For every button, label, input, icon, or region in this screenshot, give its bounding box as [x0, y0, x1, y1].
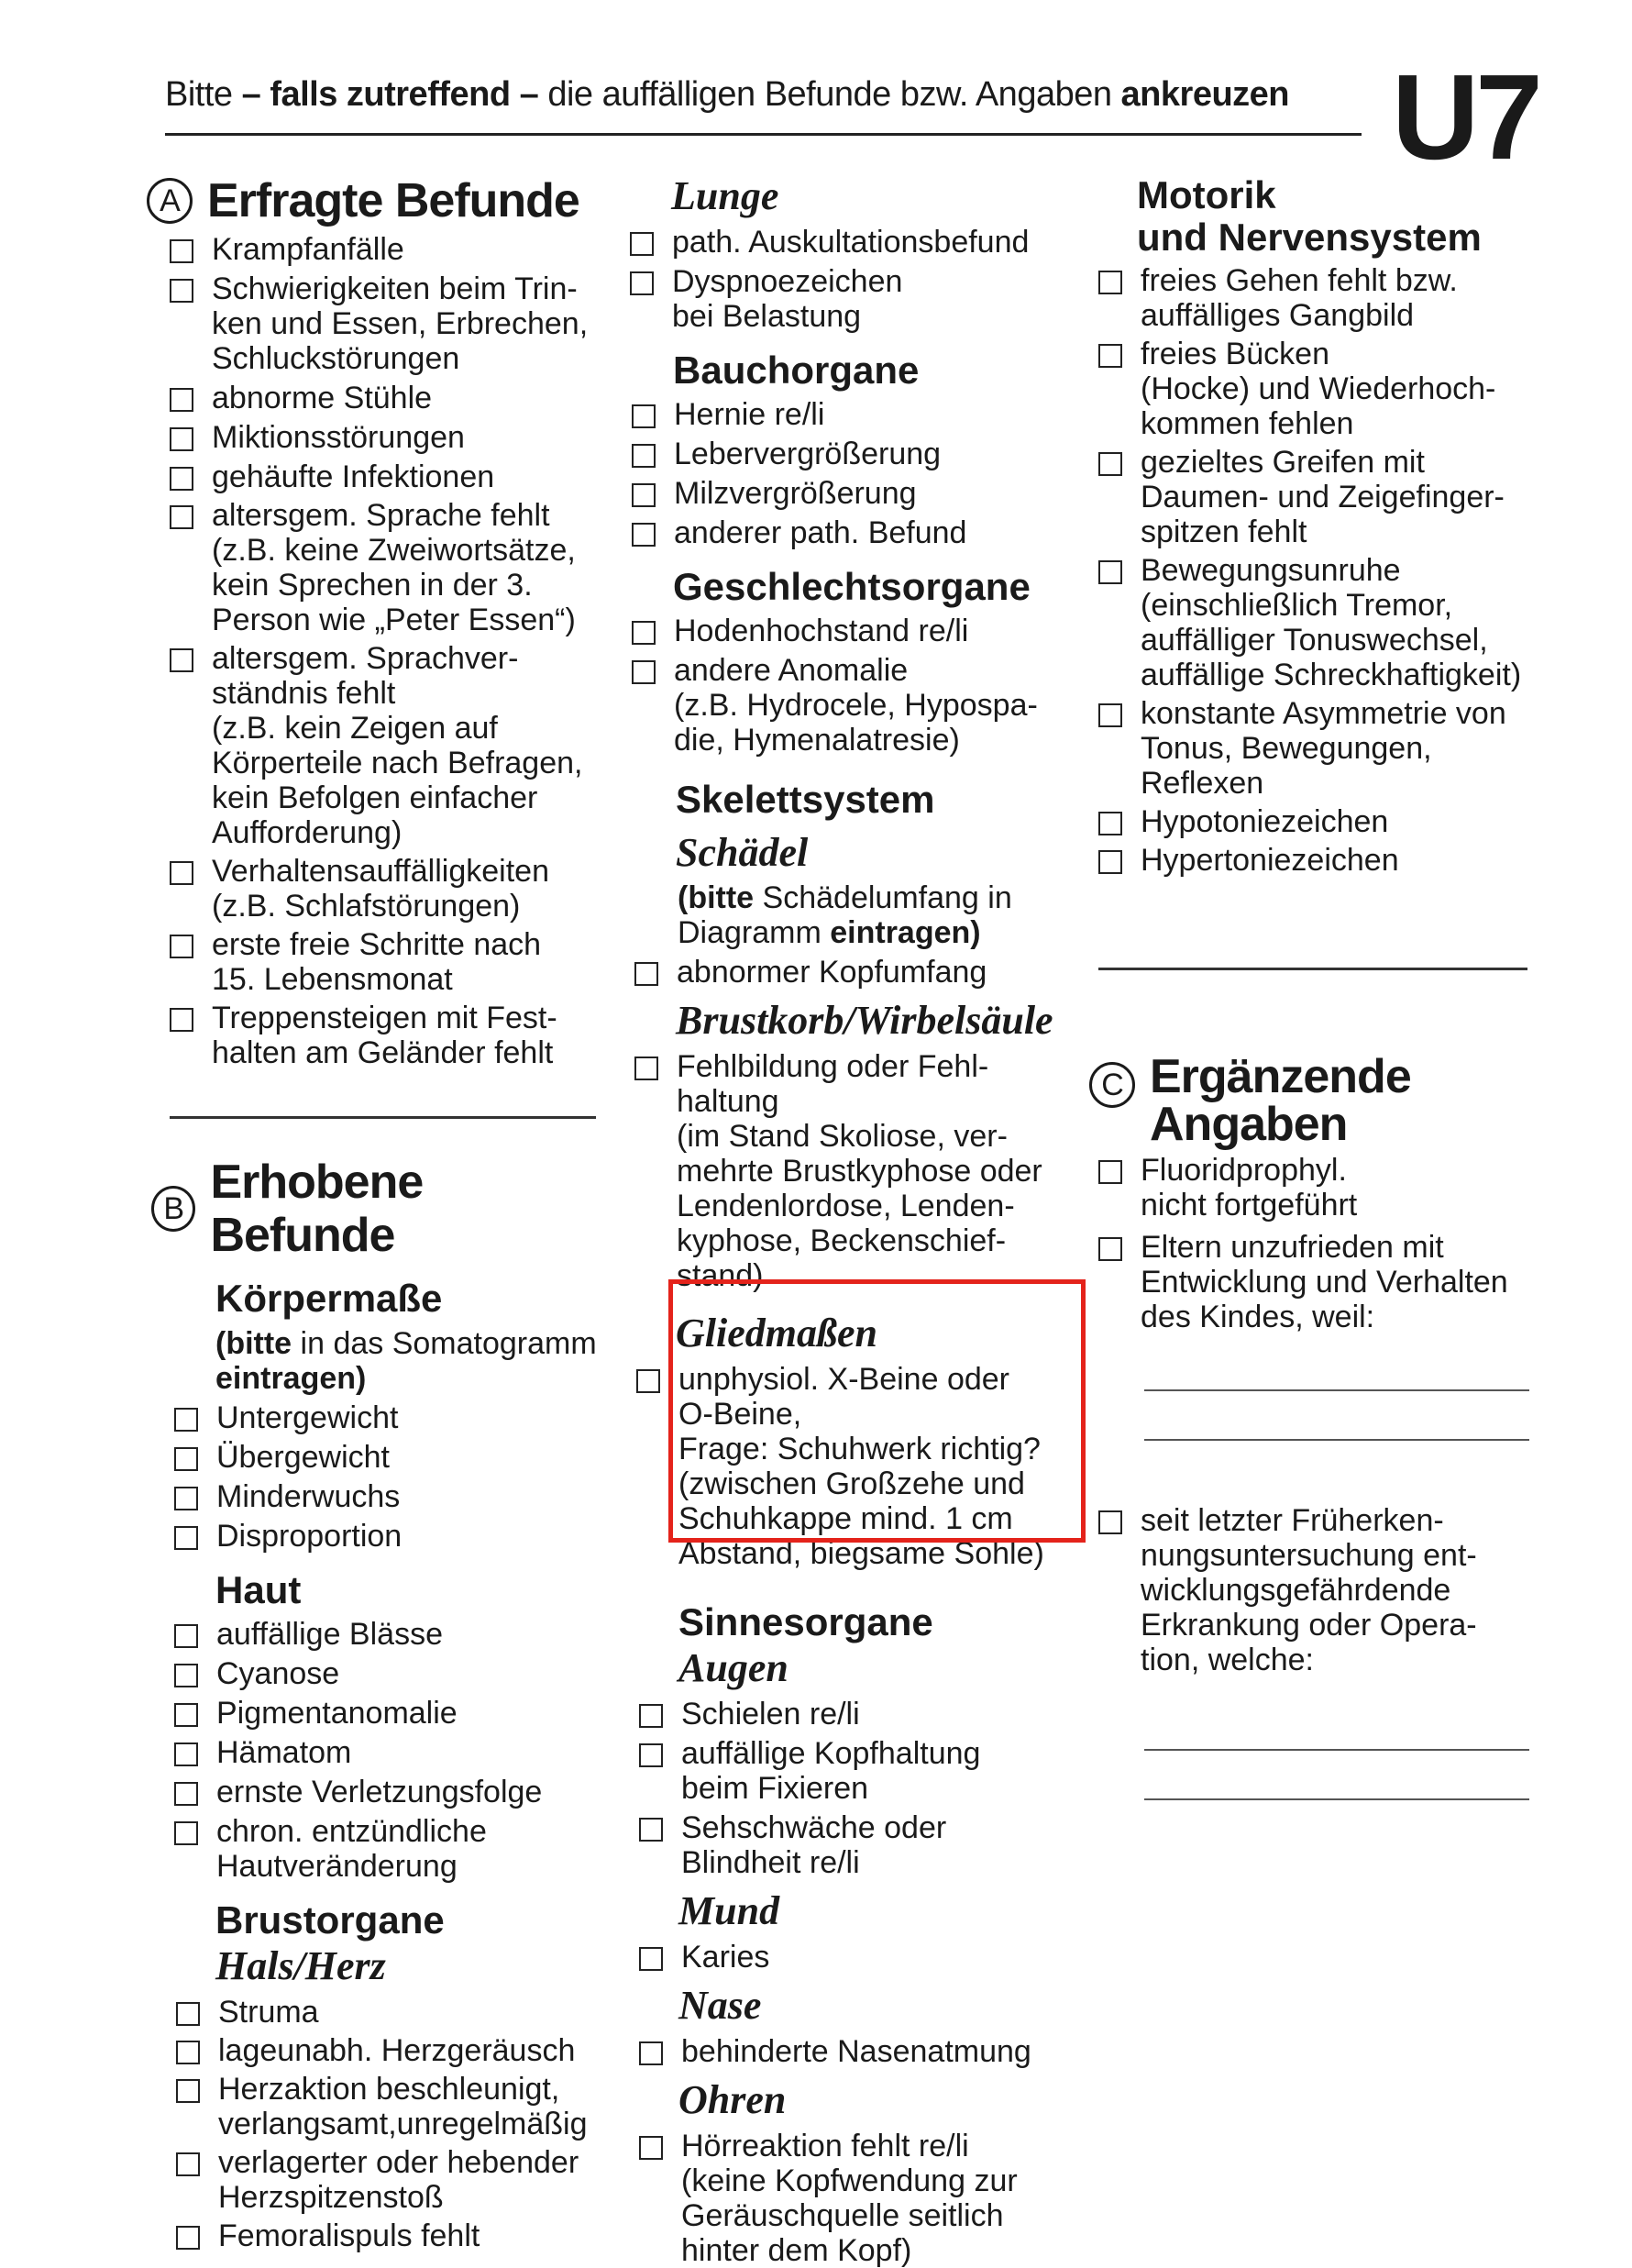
checkbox[interactable] [170, 648, 193, 672]
augen-heading: Augen [678, 1645, 788, 1690]
schaedel-list [625, 955, 1084, 990]
checklist-item [170, 420, 605, 455]
checklist-item-label: anderer path. Befund [674, 515, 967, 550]
motorik-list [1089, 263, 1529, 878]
checkbox[interactable] [632, 483, 656, 507]
note-bold: eintragen) [215, 1361, 367, 1396]
section-b-heading [151, 1156, 605, 1262]
checklist-item-label: Dyspnoezeichen bei Belastung [672, 264, 903, 334]
instruction-dash: – [241, 75, 270, 114]
checklist-item-label: Hypertoniezeichen [1141, 843, 1399, 878]
answer-line[interactable] [1144, 1439, 1529, 1441]
section-letter: B [151, 1186, 195, 1232]
checklist-item [639, 2129, 1084, 2268]
checklist-item-label: Sehschwäche oder Blindheit re/li [681, 1810, 947, 1880]
checkbox[interactable] [170, 388, 193, 412]
checkbox[interactable] [176, 2152, 200, 2176]
checklist-item-label: abnorme Stühle [212, 381, 433, 415]
checklist-item-label: Struma [218, 1995, 319, 2030]
koerpermasse-list [147, 1400, 605, 1554]
checklist-item-label: Minderwuchs [216, 1479, 401, 1514]
checklist-item [174, 1400, 605, 1435]
checkbox[interactable] [174, 1742, 198, 1766]
geschlechtsorgane-heading: Geschlechtsorgane [673, 565, 1031, 608]
checklist-item [1098, 804, 1529, 839]
checklist-item [630, 225, 1084, 260]
checklist-item [170, 232, 605, 267]
checklist-item [630, 264, 1084, 334]
column-middle [625, 172, 1084, 2268]
section-a-list [147, 232, 605, 1070]
checklist-item-label: chron. entzündliche Hautveränderung [216, 1814, 487, 1884]
header-rule [165, 133, 1362, 136]
brustkorb-list [625, 1049, 1084, 1293]
section-a-heading [147, 174, 605, 227]
checklist-item [176, 2033, 605, 2068]
instruction-bold: ankreuzen [1120, 75, 1290, 114]
checklist-item [1098, 445, 1529, 549]
checklist-item-label: Milzvergrößerung [674, 476, 917, 511]
checkbox[interactable] [639, 1743, 663, 1767]
sinnesorgane-heading: Sinnesorgane [678, 1600, 933, 1643]
checklist-item [634, 955, 1084, 990]
instruction-text: die auffälligen Befunde bzw. Angaben [538, 75, 1121, 114]
checklist-item [639, 2034, 1084, 2069]
section-title: Erhobene Befunde [210, 1156, 424, 1262]
checkbox[interactable] [174, 1703, 198, 1727]
note-text: Diagramm [678, 915, 831, 950]
gliedmassen-highlight-box [668, 1279, 1086, 1543]
checklist-item [176, 2218, 605, 2253]
brustkorb-heading: Brustkorb/Wirbelsäule [676, 998, 1053, 1043]
section-title: Ergänzende Angaben [1150, 1050, 1411, 1151]
geschlechtsorgane-list [625, 614, 1084, 758]
checklist-item [1098, 553, 1529, 692]
checklist-item [639, 1736, 1084, 1806]
checklist-item-label: Verhaltensauffälligkeiten (z.B. Schlafstörungen) [212, 854, 549, 924]
hals-herz-list [147, 1995, 605, 2253]
checkbox[interactable] [1098, 344, 1122, 368]
checkbox[interactable] [636, 1369, 660, 1393]
bauchorgane-heading: Bauchorgane [673, 348, 920, 392]
form-id: U7 [1392, 50, 1539, 184]
checklist-item-label: auffällige Kopfhaltung beim Fixieren [681, 1736, 981, 1806]
haut-list [147, 1617, 605, 1884]
checklist-item [170, 381, 605, 415]
note-bold: eintragen) [830, 915, 981, 950]
checkbox[interactable] [174, 1782, 198, 1806]
checklist-item-label: Disproportion [216, 1519, 402, 1554]
checkbox[interactable] [170, 935, 193, 958]
checklist-item-label: Herzaktion beschleunigt, verlangsamt,unregelmäßig [218, 2072, 588, 2141]
checkbox[interactable] [176, 2226, 200, 2250]
checklist-item [632, 614, 1084, 648]
brustorgane-heading: Brustorgane [215, 1898, 445, 1942]
checklist-item [639, 1697, 1084, 1731]
checkbox[interactable] [632, 621, 656, 645]
section-letter: C [1089, 1062, 1135, 1108]
checkbox[interactable] [174, 1487, 198, 1510]
checklist-item [1098, 696, 1529, 801]
checklist-item-label: unphysiol. X-Beine oder O-Beine, Frage: Schuhwerk richtig? (zwischen Großzehe und Schuhkappe mind. 1 cm Abstand, biegsame Sohle) [678, 1362, 1044, 1571]
checklist-item [1098, 1153, 1529, 1223]
checklist-item [170, 927, 605, 997]
checklist-item [1098, 263, 1529, 333]
checklist-item [174, 1519, 605, 1554]
checkbox[interactable] [639, 2136, 663, 2160]
checklist-item-label: Cyanose [216, 1656, 340, 1691]
checklist-item [1098, 337, 1529, 441]
checklist-item-label: abnormer Kopfumfang [677, 955, 987, 990]
checkbox[interactable] [1098, 703, 1122, 727]
schaedel-note [678, 880, 1084, 950]
answer-line[interactable] [1144, 1798, 1529, 1800]
checkbox[interactable] [632, 444, 656, 468]
nase-heading: Nase [678, 1983, 762, 2028]
checklist-item-label: freies Gehen fehlt bzw. auffälliges Gangbild [1141, 263, 1458, 333]
note-bold: (bitte [678, 880, 755, 915]
checkbox[interactable] [176, 2041, 200, 2064]
checklist-item [174, 1775, 605, 1809]
checkbox[interactable] [1098, 812, 1122, 835]
checklist-item-label: gezieltes Greifen mit Daumen- und Zeigefinger- spitzen fehlt [1141, 445, 1505, 549]
instruction-dash: – [510, 75, 539, 114]
checklist-item [634, 1049, 1084, 1293]
checkbox[interactable] [174, 1447, 198, 1471]
checklist-item-label: Fluoridprophyl. nicht fortgeführt [1141, 1153, 1358, 1223]
lunge-heading: Lunge [671, 173, 779, 218]
checkbox[interactable] [634, 962, 658, 986]
checklist-item-label: auffällige Blässe [216, 1617, 443, 1652]
instruction-text: Bitte [165, 75, 242, 114]
checkbox[interactable] [1098, 1160, 1122, 1184]
checkbox[interactable] [1098, 1510, 1122, 1534]
koerpermasse-note [215, 1326, 605, 1396]
checklist-item [639, 1810, 1084, 1880]
form-instruction [165, 75, 1289, 115]
augen-list [625, 1697, 1084, 1880]
checklist-item-label: Hypotoniezeichen [1141, 804, 1389, 839]
koerpermasse-heading: Körpermaße [215, 1277, 443, 1320]
checklist-item [176, 1995, 605, 2030]
ohren-heading: Ohren [678, 2077, 787, 2122]
checklist-item-label: Hämatom [216, 1735, 352, 1770]
divider [170, 1116, 596, 1119]
mund-list [625, 1940, 1084, 1975]
checklist-item-label: Schielen re/li [681, 1697, 860, 1731]
checklist-item-label: freies Bücken (Hocke) und Wiederhoch- kommen fehlen [1141, 337, 1496, 441]
note-bold: (bitte [215, 1326, 292, 1361]
checklist-item [632, 653, 1084, 758]
checkbox[interactable] [170, 427, 193, 451]
checklist-item [632, 397, 1084, 432]
checklist-item-label: Lebervergrößerung [674, 437, 942, 471]
checklist-item-label: seit letzter Früherken- nungsuntersuchung ent- wicklungsgefährdende Erkrankung oder Opera- tion, welche: [1141, 1503, 1477, 1677]
checkbox[interactable] [1098, 850, 1122, 874]
answer-line[interactable] [1144, 1749, 1529, 1751]
checklist-item [174, 1479, 605, 1514]
checklist-item-label: Pigmentanomalie [216, 1696, 458, 1731]
checkbox[interactable] [1098, 452, 1122, 476]
checklist-item [176, 2072, 605, 2141]
checklist-item-label: Karies [681, 1940, 770, 1975]
section-c-list [1089, 1153, 1529, 1334]
checklist-item-label: Übergewicht [216, 1440, 390, 1475]
checklist-item-label: Hodenhochstand re/li [674, 614, 969, 648]
checklist-item-label: Treppensteigen mit Fest- halten am Geländer fehlt [212, 1001, 557, 1070]
checkbox[interactable] [170, 467, 193, 491]
checkbox[interactable] [174, 1408, 198, 1432]
checklist-item [1098, 843, 1529, 878]
checklist-item [639, 1940, 1084, 1975]
checkbox[interactable] [639, 2041, 663, 2065]
checklist-item [174, 1696, 605, 1731]
note-text: Schädelumfang in [754, 880, 1012, 915]
section-c-list [1089, 1503, 1529, 1677]
checkbox[interactable] [1098, 560, 1122, 584]
checklist-item-label: altersgem. Sprache fehlt (z.B. keine Zweiwortsätze, kein Sprechen in der 3. Person wie „Peter Essen“) [212, 498, 576, 637]
checklist-item [632, 515, 1084, 550]
checklist-item-label: Hernie re/li [674, 397, 825, 432]
checklist-item [170, 1001, 605, 1070]
checklist-item-label: Untergewicht [216, 1400, 399, 1435]
checkbox[interactable] [632, 523, 656, 547]
nase-list [625, 2034, 1084, 2069]
checkbox[interactable] [170, 1008, 193, 1032]
bauchorgane-list [625, 397, 1084, 550]
checklist-item [170, 854, 605, 924]
motorik-heading: Motorik und Nervensystem [1137, 173, 1482, 259]
checkbox[interactable] [174, 1821, 198, 1845]
instruction-bold: falls zutreffend [270, 75, 511, 114]
checkbox[interactable] [170, 861, 193, 885]
checklist-item [1098, 1230, 1529, 1334]
checkbox[interactable] [174, 1526, 198, 1550]
checklist-item-label: Miktionsstörungen [212, 420, 465, 455]
checkbox[interactable] [176, 2002, 200, 2026]
checklist-item-label: Fehlbildung oder Fehl- haltung (im Stand Skoliose, ver- mehrte Brustkyphose oder Lendenlordose, Lenden- kyphose, Beckenschief- stand) [677, 1049, 1042, 1293]
checkbox[interactable] [632, 660, 656, 684]
checklist-item-label: erste freie Schritte nach 15. Lebensmonat [212, 927, 542, 997]
checklist-item [174, 1440, 605, 1475]
checklist-item [1098, 1503, 1529, 1677]
checklist-item [632, 437, 1084, 471]
schaedel-heading: Schädel [676, 830, 809, 875]
divider [1098, 968, 1527, 970]
checklist-item [170, 498, 605, 637]
checklist-item-label: altersgem. Sprachver- ständnis fehlt (z.B. kein Zeigen auf Körperteile nach Befragen, kein Befolgen einfacher Aufforderung) [212, 641, 583, 850]
column-left [147, 174, 605, 2253]
checkbox[interactable] [174, 1624, 198, 1648]
section-c-heading [1089, 1050, 1529, 1151]
checklist-item [170, 271, 605, 376]
checkbox[interactable] [630, 232, 654, 256]
checklist-item-label: Femoralispuls fehlt [218, 2218, 480, 2253]
checklist-item [174, 1735, 605, 1770]
checklist-item-label: gehäufte Infektionen [212, 459, 495, 494]
checklist-item-label: Krampfanfälle [212, 232, 404, 267]
checklist-item-label: Bewegungsunruhe (einschließlich Tremor, auffälliger Tonuswechsel, auffällige Schreckhaftigkeit) [1141, 553, 1522, 692]
section-letter: A [147, 178, 193, 224]
gliedmassen-heading: Gliedmaßen [676, 1311, 877, 1355]
checklist-item-label: lageunabh. Herzgeräusch [218, 2033, 576, 2068]
checklist-item-label: Hörreaktion fehlt re/li (keine Kopfwendung zur Geräuschquelle seitlich hinter dem Kopf) [681, 2129, 1018, 2268]
checkbox[interactable] [176, 2079, 200, 2103]
checkbox[interactable] [639, 1947, 663, 1971]
checkbox[interactable] [1098, 1237, 1122, 1261]
checkbox[interactable] [630, 271, 654, 295]
checklist-item-label: konstante Asymmetrie von Tonus, Bewegungen, Reflexen [1141, 696, 1506, 801]
checklist-item [174, 1814, 605, 1884]
ohren-list [625, 2129, 1084, 2268]
checkbox[interactable] [170, 505, 193, 529]
checklist-item-label: ernste Verletzungsfolge [216, 1775, 543, 1809]
checkbox[interactable] [170, 279, 193, 303]
checklist-item [170, 459, 605, 494]
column-right [1089, 174, 1529, 1800]
checkbox[interactable] [639, 1818, 663, 1842]
checkbox[interactable] [170, 239, 193, 263]
checkbox[interactable] [632, 404, 656, 428]
checklist-item [170, 641, 605, 850]
checklist-item [174, 1656, 605, 1691]
checklist-item-label: behinderte Nasenatmung [681, 2034, 1031, 2069]
lunge-list [625, 225, 1084, 334]
haut-heading: Haut [215, 1568, 302, 1611]
mund-heading: Mund [678, 1888, 780, 1933]
note-text: in das Somatogramm [292, 1326, 597, 1361]
answer-line[interactable] [1144, 1389, 1529, 1391]
skelettsystem-heading: Skelettsystem [676, 778, 935, 821]
section-title: Erfragte Befunde [207, 174, 579, 227]
checkbox[interactable] [174, 1664, 198, 1687]
checklist-item-label: andere Anomalie (z.B. Hydrocele, Hypospa- die, Hymenalatresie) [674, 653, 1038, 758]
checklist-item [176, 2145, 605, 2215]
checklist-item-label: Eltern unzufrieden mit Entwicklung und Verhalten des Kindes, weil: [1141, 1230, 1508, 1334]
checklist-item-label: Schwierigkeiten beim Trin- ken und Essen, Erbrechen, Schluckstörungen [212, 271, 589, 376]
checkbox[interactable] [1098, 271, 1122, 294]
checklist-item [174, 1617, 605, 1652]
checkbox[interactable] [634, 1057, 658, 1080]
checklist-item [632, 476, 1084, 511]
checkbox[interactable] [639, 1704, 663, 1728]
checklist-item-label: path. Auskultationsbefund [672, 225, 1030, 260]
checklist-item-label: verlagerter oder hebender Herzspitzenstoß [218, 2145, 579, 2215]
hals-herz-heading: Hals/Herz [215, 1943, 386, 1988]
